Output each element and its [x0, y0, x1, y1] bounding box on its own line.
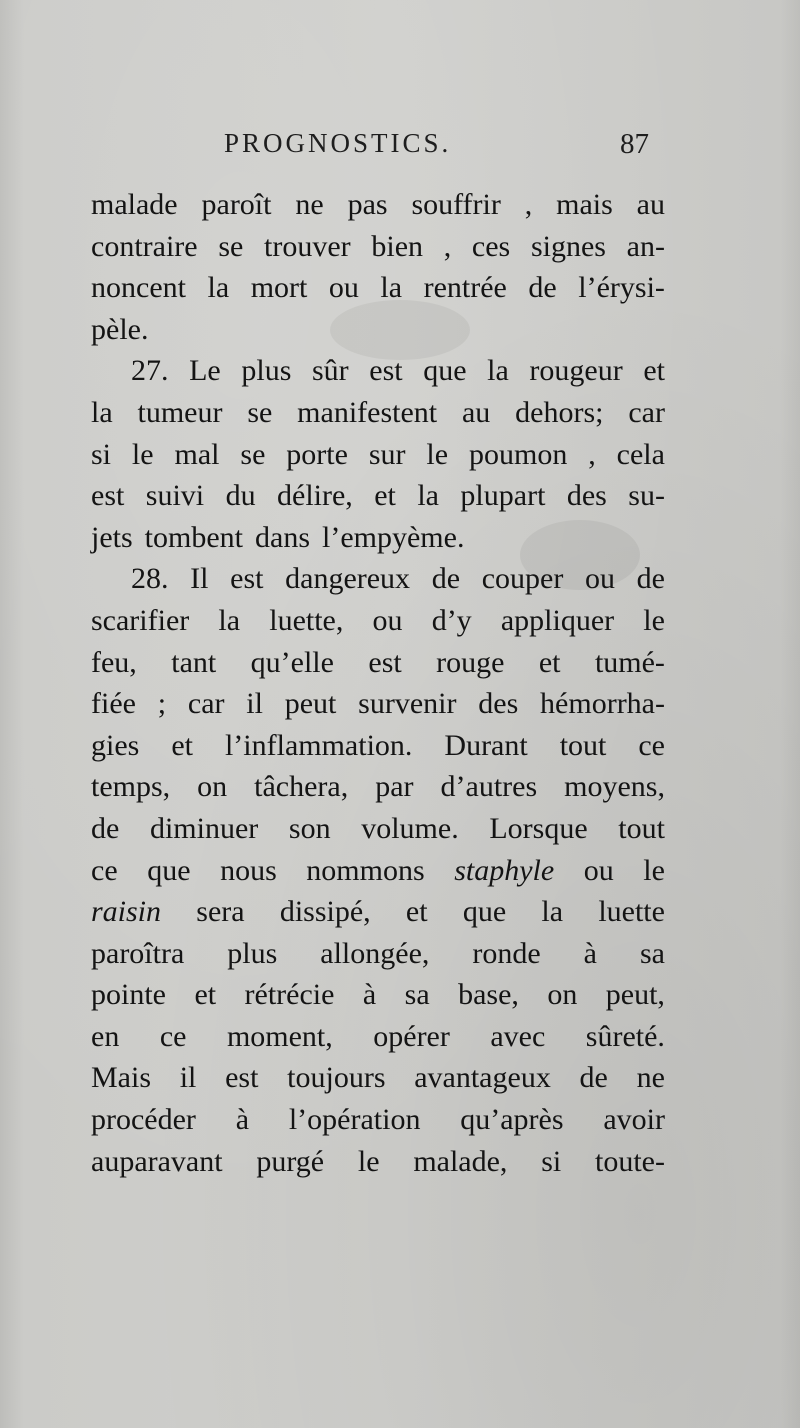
text-line [91, 267, 665, 309]
text-line [91, 1099, 665, 1141]
word: sera [196, 895, 245, 929]
word: que [147, 853, 191, 887]
word: si [91, 437, 112, 471]
word: luette, [269, 603, 344, 637]
word: jets [91, 520, 133, 554]
word: ou [583, 853, 614, 887]
word: plupart [460, 479, 546, 513]
word: à [235, 1103, 250, 1137]
word: trouver [264, 229, 351, 263]
word: ou [372, 603, 403, 637]
word: appliquer [500, 603, 615, 637]
word: Lorsque [489, 811, 588, 845]
word: , [588, 437, 596, 471]
word: le [643, 853, 665, 887]
word: car [628, 395, 665, 429]
word: moyens, [564, 770, 665, 804]
word: rougeur [529, 354, 623, 388]
word: de [91, 811, 120, 845]
word: que [462, 895, 507, 929]
word: survenir [358, 687, 457, 721]
word: en [91, 1019, 120, 1053]
word: d’autres [440, 770, 538, 804]
word: peut [284, 687, 337, 721]
body-text [91, 184, 665, 1182]
word: nous [220, 853, 277, 887]
word: la [207, 271, 230, 305]
word: le [643, 603, 665, 637]
text-line [91, 226, 665, 268]
word: an- [626, 229, 665, 263]
word: de [431, 562, 461, 596]
text-line [91, 558, 665, 600]
text-line [91, 600, 665, 642]
word: avec [490, 1019, 546, 1053]
word: feu, [91, 645, 137, 679]
word: cela [616, 437, 665, 471]
word: des [566, 479, 607, 513]
word: signes [530, 229, 606, 263]
word: plus [227, 936, 278, 970]
word: est [225, 1061, 259, 1095]
word: pointe [91, 978, 166, 1012]
text-line [91, 392, 665, 434]
word: la [380, 271, 403, 305]
word: tumé- [594, 645, 665, 679]
word: allongée, [320, 936, 430, 970]
word: manifestent [297, 395, 438, 429]
word: porte [286, 437, 348, 471]
word: dangereux [285, 562, 411, 596]
word: ce [91, 853, 118, 887]
word: contraire [91, 229, 198, 263]
word: et [374, 479, 396, 513]
word: par [375, 770, 414, 804]
word: et [405, 895, 428, 929]
word: procéder [91, 1103, 196, 1137]
word: purgé [256, 1144, 325, 1178]
word: malade, [413, 1144, 508, 1178]
word: il [246, 687, 263, 721]
word: tâchera, [254, 770, 349, 804]
word: la [487, 354, 509, 388]
word: volume. [361, 811, 459, 845]
text-line [91, 766, 665, 808]
word: plus [241, 354, 292, 388]
word: il [179, 1061, 197, 1095]
word: l’érysi- [578, 271, 665, 305]
word: auparavant [91, 1144, 223, 1178]
word: l’inflammation. [224, 728, 413, 762]
word: moment, [226, 1019, 333, 1053]
word: suivi [145, 479, 205, 513]
page-header [0, 128, 800, 168]
word: Le [189, 354, 221, 388]
word: se [240, 437, 266, 471]
word: d’y [431, 603, 472, 637]
word: et [643, 354, 665, 388]
word: tant [171, 645, 217, 679]
word: se [218, 229, 244, 263]
word: ou [328, 271, 359, 305]
text-line [91, 850, 665, 892]
text-line [91, 683, 665, 725]
word: est [230, 562, 264, 596]
word: raisin [91, 895, 162, 929]
word: dans [255, 520, 310, 554]
word: avantageux [414, 1061, 551, 1095]
text-line [91, 808, 665, 850]
text-line [91, 725, 665, 767]
word: et [538, 645, 561, 679]
word: malade [91, 188, 178, 221]
text-line [91, 1016, 665, 1058]
word: sûr [311, 354, 349, 388]
word: gies [91, 728, 140, 762]
word: du [225, 479, 256, 513]
text-line [91, 1057, 665, 1099]
word: su- [628, 479, 665, 513]
word: 27. [131, 354, 169, 388]
word: de [528, 271, 557, 305]
word: pas [347, 188, 388, 221]
word: couper [481, 562, 564, 596]
word: que [423, 354, 467, 388]
word: le [131, 437, 154, 471]
word: toute- [594, 1144, 665, 1178]
word: on [197, 770, 228, 804]
word: Il [190, 562, 209, 596]
word: si [541, 1144, 562, 1178]
text-line [91, 891, 665, 933]
word: bien [371, 229, 424, 263]
word: hémorrha- [540, 687, 665, 721]
word: l’empyème. [322, 520, 465, 554]
word: à [362, 978, 377, 1012]
word: , [443, 229, 452, 263]
word: le [357, 1144, 380, 1178]
word: de [636, 562, 665, 596]
word: fiée [91, 687, 136, 721]
word: ou [584, 562, 615, 596]
word: tout [559, 728, 607, 762]
word: mort [250, 271, 308, 305]
word: on [547, 978, 578, 1012]
word: sa [639, 936, 665, 970]
running-title: PROGNOSTICS. [224, 128, 452, 158]
text-line [91, 350, 665, 392]
word: qu’après [460, 1103, 564, 1137]
word: ces [471, 229, 511, 263]
word: Mais [91, 1061, 151, 1095]
word: opérer [373, 1019, 450, 1053]
word: ne [295, 188, 324, 221]
word: ; [157, 687, 167, 721]
word: l’opération [288, 1103, 421, 1137]
word: noncent [91, 271, 186, 305]
word: diminuer [149, 811, 259, 845]
word: ce [638, 728, 665, 762]
word: rétrécie [244, 978, 335, 1012]
word: la [91, 395, 113, 429]
word: son [288, 811, 331, 845]
word: le [426, 437, 449, 471]
word: paroît [201, 188, 272, 221]
word: sur [368, 437, 406, 471]
word: avoir [603, 1103, 665, 1137]
word: pèle. [91, 312, 149, 346]
word: , [524, 188, 533, 221]
word: ronde [472, 936, 541, 970]
word: la [417, 479, 439, 513]
word: sûreté. [585, 1019, 665, 1053]
word: à [583, 936, 597, 970]
word: dissipé, [279, 895, 371, 929]
word: temps, [91, 770, 171, 804]
text-line [91, 184, 665, 226]
word: et [194, 978, 217, 1012]
word: scarifier [91, 603, 190, 637]
word: qu’elle [250, 645, 334, 679]
word: de [579, 1061, 608, 1095]
word: au [636, 188, 665, 221]
word: et [171, 728, 193, 762]
word: Durant [444, 728, 528, 762]
word: des [478, 687, 519, 721]
text-line [91, 434, 665, 476]
word: est [368, 645, 402, 679]
word: est [369, 354, 403, 388]
text-line [91, 309, 665, 351]
text-line [91, 1141, 665, 1183]
word: paroîtra [91, 936, 185, 970]
word: rouge [436, 645, 505, 679]
word: poumon [468, 437, 568, 471]
word: tumeur [137, 395, 223, 429]
word: délire, [277, 479, 353, 513]
word: la [541, 895, 564, 929]
word: peut, [605, 978, 665, 1012]
word: mais [556, 188, 613, 221]
word: staphyle [454, 853, 555, 887]
word: base, [458, 978, 519, 1012]
text-line [91, 642, 665, 684]
word: ce [159, 1019, 187, 1053]
text-line [91, 517, 665, 559]
word: souffrir [411, 188, 501, 221]
word: est [91, 479, 125, 513]
word: car [187, 687, 225, 721]
word: se [247, 395, 273, 429]
word: 28. [131, 562, 169, 596]
text-line [91, 933, 665, 975]
word: dehors; [515, 395, 604, 429]
text-line [91, 475, 665, 517]
word: rentrée [423, 271, 507, 305]
word: sa [404, 978, 430, 1012]
word: mal [174, 437, 220, 471]
text-line [91, 974, 665, 1016]
word: tout [618, 811, 665, 845]
word: la [218, 603, 241, 637]
page-number: 87 [620, 128, 649, 160]
word: au [461, 395, 491, 429]
word: tombent [144, 520, 243, 554]
word: nommons [306, 853, 425, 887]
word: toujours [287, 1061, 386, 1095]
word: luette [598, 895, 665, 929]
word: ne [636, 1061, 665, 1095]
